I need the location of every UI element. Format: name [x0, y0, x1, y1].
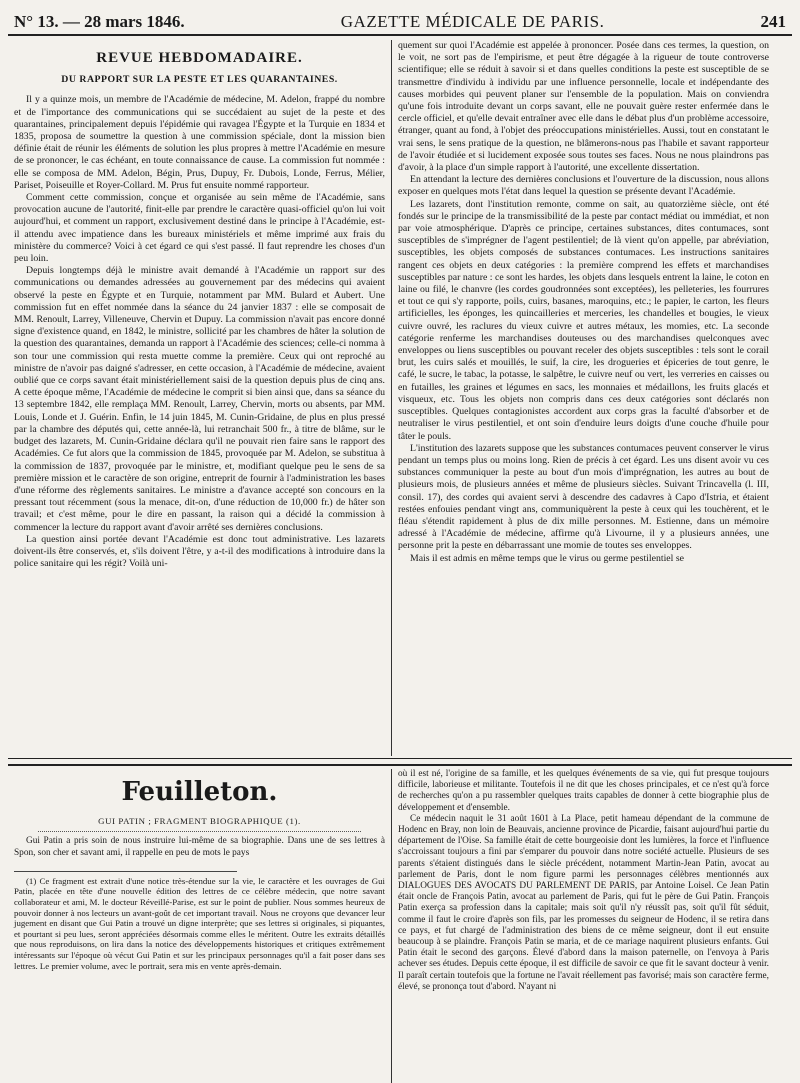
footnote-text: (1) Ce fragment est extrait d'une notice très-étendue sur la vie, le caractère et les ouvrages de Gui Patin, placée en tête d'une nouvelle édition des lettres de ce célèbre médecin, que notre savant collaborateur et ami, M. le docteur Réveillé-Parise, est sur le point de publier. Nous sommes heureux de pouvoir donner à nos lecteurs un avant-goût de cet important travail. Nous ne croyons que devancer leur jugement en disant que Gui Patin a trouvé un digne interprète; que ses lettres si originales, si piquantes, et pourtant si peu lues, seront appréciées désormais comme elles le méritent. Outre les extraits détaillés que nous reproduisons, on lira dans la notice des développements historiques et critiques extrêmement intéressants sur l'époque où vécut Gui Patin et sur les principaux personnages qu'il a fait poser dans ses lettres. Le premier volume, avec le portrait, sera mis en vente après-demain. — [14, 875, 385, 971]
footnote-rule — [14, 871, 237, 872]
paragraph: Gui Patin a pris soin de nous instruire lui-même de sa biographie. Dans une de ses lettres à Spon, son cher et savant ami, il rappelle en peu de mots le pays — [14, 836, 385, 858]
masthead — [8, 4, 792, 36]
paragraph: Depuis longtemps déjà le ministre avait demandé à l'Académie un rapport sur des communications ou demandes adressées au gouvernement par des médecins qui avaient observé la peste en Égypte et en Turquie, notamment par MM. Bulard et Aubert. Une commission fut en effet nommée dans la séance du 24 janvier 1837 : elle se composait de MM. Renoult, Larrey, Villeneuve, Chervin et Dupuy. La commission n'avait pas encore donné signe d'existence quand, en 1842, le ministre, sollicité par les chambres de hâter la solution de la question des quarantaines, demanda un rapport à l'Académie des sciences; celle-ci nomma à son tour une commission qui resta muette comme la première. Ceux qui ont reproché au ministre de n'avoir pas daigné s'adresser, en cette occasion, à l'Académie de médecine, avaient oublié que ce corps savant était ministériellement saisi de la question depuis plus de cinq ans. A cette époque même, l'Académie de médecine le comprit si bien ainsi que, dans sa séance du 13 septembre 1842, elle remplaça MM. Renoult, Larrey, Chervin, morts ou absents, par MM. Louis, Londe et J. Guérin. Enfin, le 14 juin 1845, M. Cunin-Gridaine, de plus en plus pressé par la chambre des députés qui, cette année-là, lui retranchait 500 fr., à titre de blâme, sur le budget des lazarets, M. Cunin-Gridaine déclara qu'il ne pouvait rien faire sans le rapport des Académies. Ce fut alors que la commission de 1845, provoquée par M. Adelon, se substitua à la commission de 1837, provoquée par le ministre, et, modifiant quelque peu le sens de sa première mission et le caractère de son origine, entreprit de fournir à l'administration les bases d'une réforme des règlements sanitaires. Le ministre a d'avance accepté son concours en la pressant tout récemment (sous la menace, dit-on, d'une réduction de 10,000 fr.) de hâter son travail; et c'est même, pour le dire en passant, la raison qui a décidé la commission à commencer la lecture du rapport avant d'avoir arrêté ses dernières conclusions. — [14, 265, 385, 533]
feuilleton-title: Feuilleton. — [121, 777, 278, 807]
paragraph: Ce médecin naquit le 31 août 1601 à La Place, petit hameau dépendant de la commune de Hodenc en Bray, non loin de Beauvais, ancienne province de Picardie, faisant aujourd'hui partie du département de l'Oise. Sa famille était de cette bourgeoisie dont les lumières, la force et l'influence s'accroissant toujours a fini par s'emparer du pouvoir dans notre société actuelle. Plusieurs de ses parents s'étaient distingués dans le siècle précédent, notamment Martin-Jean Patin, avocat au parlement de Paris, dont le nom figure parmi les personnages célèbres mentionnés aux DIALOGUES DES AVOCATS DU PARLEMENT DE PARIS, par Antoine Loisel. Ce Jean Patin était oncle de François Patin, avocat au parlement de Paris, qui fut le père de Gui Patin. François Patin exerça sa profession dans la capitale; mais soit qu'il n'y réussît pas, soit qu'il fût séduit, comme il faut le croire d'après son fils, par les promesses du seigneur de Hodenc, il se retira dans ce pays, et fut chargé de l'administration des biens de ce même seigneur, dont il eut ensuite beaucoup à se plaindre. François Patin se maria, et de ce mariage naquirent plusieurs enfants. Gui Patin était le second des garçons. Élevé d'abord dans la maison paternelle, on l'envoya à Paris achever ses études. Depuis cette époque, il est difficile de savoir ce que fit le savant docteur à venir. Il paraît certain toutefois que la fortune ne l'avait réellement pas favorisé; mais son caractère ferme, élevé, se prononça tout d'abord. N'ayant ni — [398, 813, 769, 992]
feuilleton-subtitle: GUI PATIN ; FRAGMENT BIOGRAPHIQUE (1). — [98, 816, 301, 827]
paragraph: Mais il est admis en même temps que le virus ou germe pestilentiel se — [410, 552, 684, 564]
feuilleton-section — [8, 769, 792, 1083]
dotted-divider — [38, 831, 361, 832]
paragraph: En attendant la lecture des dernières conclusions et l'ouverture de la discussion, nous allons exposer en quelques mots l'état dans lequel la question se présente devant l'Académie. — [398, 174, 769, 198]
paragraph: La question ainsi portée devant l'Académie est donc tout administrative. Les lazarets doivent-ils être conservés, et, s'ils doivent l'être, y a-t-il des modifications à introduire dans la police sanitaire qui les régit? Voilà uni- — [14, 533, 385, 570]
paragraph: Comment cette commission, conçue et organisée au sein même de l'Académie, sans provocation aucune de l'autorité, finit-elle par prendre le caractère quasi-officiel qu'on lui voit aujourd'hui, et comment un rapport, exclusivement destiné dans le principe à l'Académie, est-il attendu avec impatience dans les bureaux ministériels et même imprimé aux frais du ministère du commerce? Voici à cet égard ce qui s'est passé. Il faut reprendre les choses d'un peu loin. — [14, 192, 385, 265]
feuilleton-right-column — [392, 769, 775, 1083]
feuilleton-left-column — [8, 769, 391, 1083]
revue-subtitle: DU RAPPORT SUR LA PESTE ET LES QUARANTAINES. — [61, 74, 338, 86]
revue-section — [8, 40, 792, 756]
revue-title: REVUE HEBDOMADAIRE. — [96, 50, 303, 66]
revue-right-column — [392, 40, 775, 756]
revue-left-column — [8, 40, 391, 756]
publication-title: GAZETTE MÉDICALE DE PARIS. — [340, 12, 605, 31]
paragraph: L'institution des lazarets suppose que les substances contumaces peuvent conserver le virus pendant un temps plus ou moins long. Rien de précis à cet égard. Les uns disent avoir vu ces substances communiquer la peste au bout d'un mois d'imprégnation, les autres au bout de plusieurs mois, de plusieurs années et même de plusieurs siècles. Suivant Trincavella (l. III, consil. 17), des cordes qui avaient servi à descendre des cadavres à Capo d'Istria, et étaient restées enfouies pendant vingt ans, communiquèrent la peste à ceux qui les touchèrent, et le fléau s'étendit rapidement à plus de dix mille personnes. M. Estienne, dans un mémoire adressé à l'Académie de médecine, affirme qu'à Livourne, il y a plusieurs années, une personne prit la peste en débarrassant une momie de toutes ses enveloppes. — [398, 442, 769, 552]
paragraph: Les lazarets, dont l'institution remonte, comme on sait, au quatorzième siècle, ont été fondés sur le principe de la transmissibilité de la peste par contact médiat ou immédiat, et non par voie atmosphérique. D'après ce principe, certaines substances, dites contumaces, sont susceptibles de s'imprégner de l'agent pestilentiel; de là vient qu'on appelle, par abréviation, susceptibles, les objets composés de substances contumaces. Les instructions sanitaires rangent ces objets en deux catégories : la première comprend les effets et marchandises susceptibles par nature : ce sont les hardes, les objets dans lesquels entrent la laine, le coton en laine ou filé, le chanvre (les cordes goudronnées sont exceptées), les pelleteries, les fourrures et tout ce qui s'y rapporte, poils, cuirs, basanes, maroquins, etc.; le papier, le carton, les fleurs artificielles, les éponges, les quincailleries et merceries, les chandelles et bougies, le vieux cuivre ouvré, les raclures du vieux cuivre et autres métaux, les momies, etc. La seconde catégorie renferme les marchandises douteuses ou des marchandises quelconques avec enveloppes ou liens susceptibles ou pouvant receler des objets susceptibles : tels sont le corail brut, les cuirs salés et mouillés, le suif, la cire, les drogueries et épiceries de tout genre, le café, le sucre, le tabac, la potasse, le salpêtre, le cuivre neuf ou vert, les verreries en caisses ou en futailles, les graines et légumes en sacs, les monnaies et médaillons, les fruits glacés et visqueux, etc. Tous les objets non compris dans ces deux catégories sont déclarés non susceptibles. Quelques contagionistes accordent aux corps gras la faculté d'absorber et de neutraliser le virus pestilentiel, et ont soin d'enduire leurs doigts d'une couche d'huile pour tâter le pouls. — [398, 198, 769, 442]
paragraph: quement sur quoi l'Académie est appelée à prononcer. Posée dans ces termes, la question, on le voit, ne sort pas de l'empirisme, et peut être dégagée à la rigueur de toute controverse scientifique; elle se réduit à savoir si et dans quelles conditions la peste est susceptible de se transmettre d'individu à individu par une influence personnelle, locale et indépendante des causes morbides qui peuvent planer sur l'ensemble de la population. Mais on conviendra qu'une fois introduite devant un corps savant, elle ne pouvait guère rester enfermée dans le cercle officiel, et qu'elle devait entraîner avec elle dans le débat plus d'un problème accessoire, étranger, quant au fond, à l'objet des préoccupations ministérielles. Aussi, tout en constatant le vrai sens, le sens pratique de la question, ne blâmerons-nous pas l'habile et savant rapporteur de l'avoir étudiée et si lucidement exposée sous toutes ses faces. Nous ne nous plaindrons pas d'avoir, à la place d'un simple rapport à l'autorité, une excellente dissertation. — [398, 40, 769, 174]
section-separator — [8, 758, 792, 766]
page-number: 241 — [760, 12, 786, 31]
footnote — [14, 876, 385, 971]
paragraph: où il est né, l'origine de sa famille, et les quelques événements de sa vie, qui fut presque toujours difficile, laborieuse et militante. Toutefois il ne dit que les choses principales, et ce n'est qu'à force de recherches qu'on a pu rassembler quelques traits capables de donner à cette biographie plus de développement et d'ensemble. — [398, 769, 769, 813]
paragraph: Il y a quinze mois, un membre de l'Académie de médecine, M. Adelon, frappé du nombre et de l'importance des communications qui se succédaient au sujet de la peste et des quarantaines, principalement depuis l'épidémie qui ravagea l'Égypte et la Turquie en 1834 et 1835, proposa de soumettre la question à une commission spéciale, dont la mission bien définie était de réunir les éléments de solution les plus propres à mettre l'Académie en mesure de se prononcer, le cas échéant, en toute connaissance de cause. La commission fut nommée : elle se composa de MM. Adelon, Bégin, Prus, Dupuy, Fr. Dubois, Londe, Ferrus, Mélier, Pariset, Poiseuille et Royer-Collard. M. Prus fut ensuite nommé rapporteur. — [14, 94, 385, 191]
newspaper-page — [8, 4, 792, 1074]
issue-number: N° 13. — 28 mars 1846. — [14, 12, 185, 31]
